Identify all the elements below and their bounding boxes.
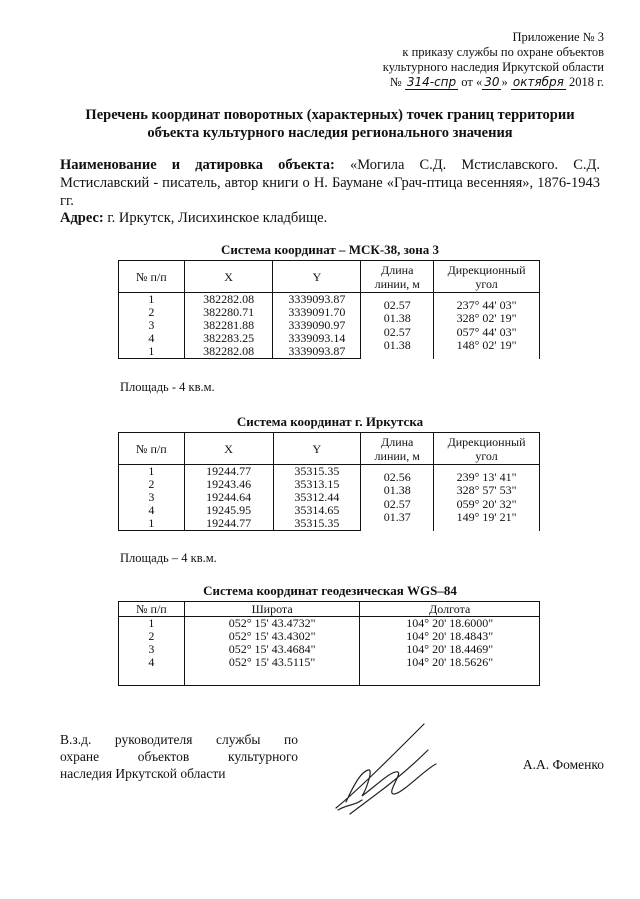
wgs-table-title: Система координат геодезическая WGS–84	[203, 583, 457, 598]
wgs-coordinates-table	[118, 601, 540, 686]
header-num: № п/п	[119, 602, 185, 617]
handwritten-signature	[328, 710, 448, 820]
msk-coordinates-table	[118, 260, 540, 359]
table-row: 3 382281.88 3339090.97	[119, 319, 540, 332]
table-row: 2 052° 15' 43.4302" 104° 20' 18.4843"	[119, 630, 540, 643]
table-row: 3 19244.64 35312.44	[119, 491, 540, 504]
address-label: Адрес:	[60, 210, 104, 226]
appendix-agency: культурного наследия Иркутской области	[382, 60, 604, 74]
handwritten-day: 30	[484, 75, 500, 89]
header-y: Y	[273, 261, 361, 293]
table-row: 3 052° 15' 43.4684" 104° 20' 18.4469"	[119, 643, 540, 656]
header-x: X	[184, 433, 273, 465]
length-column: 02.57 01.38 02.57 01.38	[361, 293, 434, 359]
angle-column: 239° 13' 41" 328° 57' 53" 059° 20' 32" 149° 19' 21"	[434, 465, 540, 531]
angle-column: 237° 44' 03" 328° 02' 19" 057° 44' 03" 148° 02' 19"	[434, 293, 540, 359]
address-text: г. Иркутск, Лисихинское кладбище.	[107, 210, 328, 226]
table-row: 1 19244.77 35315.35	[119, 517, 540, 531]
irk-table-title: Система координат г. Иркутска	[236, 414, 424, 429]
header-angle: Дирекционный угол	[434, 261, 540, 293]
order-year: 2018 г.	[569, 75, 604, 89]
header-angle: Дирекционный угол	[434, 433, 540, 465]
table-row: 4 19245.95 35314.65	[119, 504, 540, 517]
table-row: 1 052° 15' 43.4732" 104° 20' 18.6000"	[119, 617, 540, 631]
header-length: Длина линии, м	[361, 261, 434, 293]
msk-table-title: Система координат – МСК-38, зона 3	[220, 242, 440, 257]
order-number-date: № 314-спр от « 30 » октября 2018 г.	[389, 75, 604, 89]
table-row: 4 382283.25 3339093.14	[119, 332, 540, 345]
document-title: Перечень координат поворотных (характерных) точек границ территории объекта культурного наследия регионального значения	[85, 107, 575, 141]
object-label: Наименование и датировка объекта:	[60, 157, 335, 173]
header-lon: Долгота	[360, 602, 540, 617]
table-row: 4 052° 15' 43.5115" 104° 20' 18.5626"	[119, 656, 540, 669]
object-text: «Могила С.Д. Мстиславского. С.Д. Мстиславский - писатель, автор книги о Н. Баумане «Грач-птица весенняя», 1876-1943 гг.	[60, 157, 601, 209]
length-column: 02.56 01.38 02.57 01.37	[361, 465, 434, 531]
handwritten-order-number: 314-спр	[406, 75, 457, 89]
handwritten-month: октября	[512, 75, 564, 89]
header-lat: Широта	[184, 602, 360, 617]
msk-area: Площадь - 4 кв.м.	[120, 380, 215, 394]
header-num: № п/п	[119, 261, 185, 293]
irk-area: Площадь – 4 кв.м.	[120, 551, 217, 565]
appendix-order-ref: к приказу службы по охране объектов	[402, 45, 604, 59]
header-x: X	[184, 261, 273, 293]
header-length: Длина линии, м	[361, 433, 434, 465]
table-row: 1 382282.08 3339093.87 02.57 01.38 02.57 01.38 237° 44' 03" 328° 02' 19" 057° 44' 03" 148° 02' 19"	[119, 293, 540, 307]
object-description	[60, 156, 600, 210]
header-y: Y	[273, 433, 361, 465]
signatory-title: В.з.д. руководителя службы по охране объектов культурного наследия Иркутской области	[60, 732, 298, 781]
appendix-header	[304, 30, 604, 90]
table-row: 2 19243.46 35313.15	[119, 478, 540, 491]
signatory-name: А.А. Фоменко	[522, 757, 604, 772]
table-row-empty	[119, 669, 540, 685]
irk-coordinates-table	[118, 432, 540, 531]
header-num: № п/п	[119, 433, 185, 465]
appendix-number: Приложение № 3	[512, 30, 604, 44]
table-row: 1 382282.08 3339093.87	[119, 345, 540, 359]
object-address	[60, 209, 600, 227]
table-row: 1 19244.77 35315.35 02.56 01.38 02.57 01.37 239° 13' 41" 328° 57' 53" 059° 20' 32" 149° 19' 21"	[119, 465, 540, 479]
table-row: 2 382280.71 3339091.70	[119, 306, 540, 319]
